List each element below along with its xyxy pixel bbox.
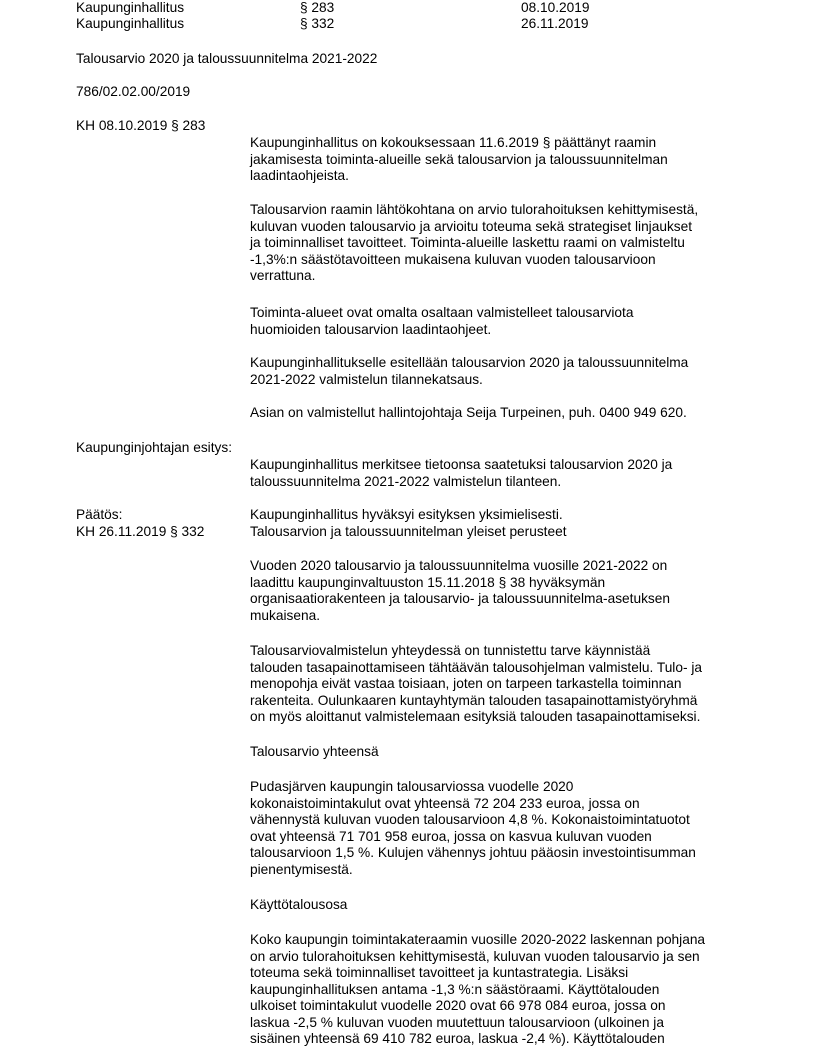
text-line: mukaisena. <box>250 607 320 623</box>
kh1-paragraph-2 <box>250 202 750 285</box>
text-line: toteuma sekä toiminnalliset tavoitteet ja kuntastrategia. Lisäksi <box>250 965 629 980</box>
proposal-text <box>250 457 750 490</box>
document-title: Talousarvio 2020 ja taloussuunnitelma 2021-2022 <box>76 51 378 66</box>
kh2-paragraph-4 <box>250 932 750 1048</box>
kh2-subheading-operating <box>250 897 750 914</box>
kh2-paragraph-1 <box>250 558 750 624</box>
text-line: Toiminta-alueet ovat omalta osaltaan valmistelleet talousarviota <box>250 305 634 320</box>
text-line: Kaupunginhallitukselle esitellään talousarvion 2020 ja taloussuunnitelma <box>250 355 689 370</box>
text-line: Asian on valmistellut hallintojohtaja Seija Turpeinen, puh. 0400 949 620. <box>250 405 687 420</box>
text-line: Pudasjärven kaupungin talousarviossa vuodelle 2020 <box>250 779 574 794</box>
text-line: menopohja eivät vastaa toisiaan, joten on tarpeen tarkastella toiminnan <box>250 676 682 691</box>
kh2-paragraph-3 <box>250 779 750 878</box>
text-line: sisäinen yhteensä 69 410 782 euroa, laskua -2,4 %). Käyttötalouden <box>250 1031 665 1046</box>
kh1-paragraph-3 <box>250 305 750 338</box>
meeting-reference-1: KH 08.10.2019 § 283 <box>76 118 206 133</box>
text-line: -1,3%:n säästötavoitteen mukaisena kuluvan vuoden talousarvioon <box>250 251 656 267</box>
text-line: Käyttötalousosa <box>250 897 348 912</box>
text-line: ulkoiset toimintakulut vuodelle 2020 ovat 66 978 084 euroa, jossa on <box>250 998 666 1013</box>
header-section-2: § 332 <box>300 16 335 31</box>
header-date-2: 26.11.2019 <box>521 16 589 31</box>
text-line: rakenteita. Oulunkaaren kuntayhtymän talouden tasapainottamistyöryhmä <box>250 692 698 708</box>
text-line: Talousarviovalmistelun yhteydessä on tunnistettu tarve käynnistää <box>250 643 651 658</box>
kh1-paragraph-1 <box>250 135 750 185</box>
text-line: on arvio tulorahoituksen kehittymisestä, kuluvan vuoden talousarvio ja sen <box>250 948 700 964</box>
meeting-reference-2: KH 26.11.2019 § 332 <box>76 524 205 539</box>
text-line: taloussuunnitelma 2021-2022 valmistelun tilanteen. <box>250 473 562 489</box>
text-line: kaupunginhallituksen antama -1,3 %:n säästöraami. Käyttötalouden <box>250 981 660 997</box>
header-date-1: 08.10.2019 <box>521 0 590 15</box>
text-line: Vuoden 2020 talousarvio ja taloussuunnitelma vuosille 2021-2022 on <box>250 558 668 573</box>
text-line: Kaupunginhallitus merkitsee tietoonsa saatetuksi talousarvion 2020 ja <box>250 457 673 472</box>
text-line: kuluvan vuoden talousarvio ja arvioitu toteuma sekä strategiset linjaukset <box>250 218 693 234</box>
text-line: Kaupunginhallitus hyväksyi esityksen yksimielisesti. <box>250 507 563 522</box>
text-line: pienentymisestä. <box>250 861 353 877</box>
text-line: ovat yhteensä 71 701 958 euroa, jossa on kasvua kuluvan vuoden <box>250 828 652 844</box>
header-section-1: § 283 <box>300 0 335 15</box>
decision-text <box>250 507 750 524</box>
text-line: Talousarvio yhteensä <box>250 744 379 759</box>
text-line: Talousarvion raamin lähtökohtana on arvio tulorahoituksen kehittymisestä, <box>250 202 699 217</box>
text-line: verrattuna. <box>250 268 316 283</box>
text-line: laskua -2,5 % kuluvan vuoden muutettuun talousarvioon (ulkoinen ja <box>250 1014 664 1030</box>
kh2-heading <box>250 524 750 541</box>
decision-label: Päätös: <box>76 507 123 522</box>
text-line: laadittu kaupunginvaltuuston 15.11.2018 § 38 hyväksymän <box>250 574 606 590</box>
header-body-1: Kaupunginhallitus <box>76 0 185 15</box>
text-line: jakamisesta toiminta-alueille sekä talousarvion ja taloussuunnitelman <box>250 151 668 167</box>
text-line: kokonaistoimintakulut ovat yhteensä 72 204 233 euroa, jossa on <box>250 795 640 811</box>
text-line: Kaupunginhallitus on kokouksessaan 11.6.2019 § päättänyt raamin <box>250 135 657 150</box>
text-line: laadintaohjeista. <box>250 168 349 183</box>
text-line: organisaatiorakenteen ja talousarvio- ja taloussuunnitelma-asetuksen <box>250 591 671 606</box>
kh2-paragraph-2 <box>250 643 750 726</box>
text-line: ja toiminnalliset tavoitteet. Toiminta-alueille laskettu raami on valmisteltu <box>250 235 685 250</box>
kh1-paragraph-4 <box>250 355 750 388</box>
text-line: 2021-2022 valmistelun tilannekatsaus. <box>250 371 483 387</box>
text-line: Talousarvion ja taloussuunnitelman yleiset perusteet <box>250 524 567 539</box>
text-line: vähennystä kuluvan vuoden talousarvioon 4,8 %. Kokonaistoimintatuotot <box>250 812 690 827</box>
header-body-2: Kaupunginhallitus <box>76 16 185 31</box>
kh2-subheading-total <box>250 744 750 761</box>
kh1-paragraph-5 <box>250 405 750 422</box>
text-line: on myös aloittanut valmistelemaan esityksiä talouden tasapainottamiseksi. <box>250 709 701 724</box>
proposal-label: Kaupunginjohtajan esitys: <box>76 440 232 455</box>
text-line: talousarvioon 1,5 %. Kulujen vähennys johtuu pääosin investointisumman <box>250 845 696 860</box>
text-line: talouden tasapainottamiseen tähtäävän talousohjelman valmistelu. Tulo- ja <box>250 659 702 675</box>
text-line: huomioiden talousarvion laadintaohjeet. <box>250 321 492 337</box>
record-number: 786/02.02.00/2019 <box>76 84 191 99</box>
text-line: Koko kaupungin toimintakateraamin vuosille 2020-2022 laskennan pohjana <box>250 932 706 947</box>
